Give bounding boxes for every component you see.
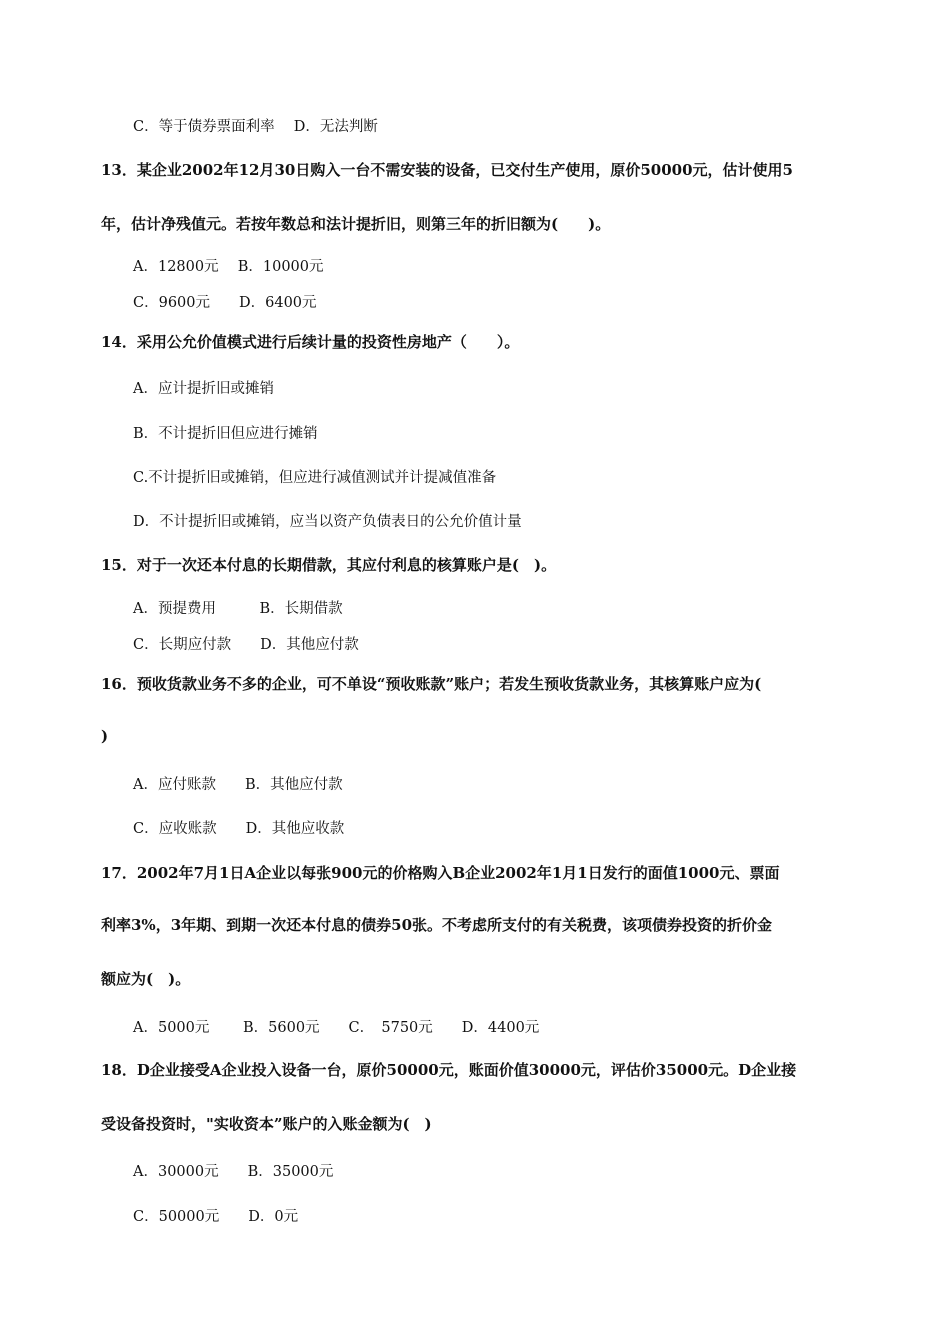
question-14-option-d: D．不计提折旧或摊销，应当以资产负债表日的公允价值计量	[133, 514, 522, 530]
question-13-options-ab: A．12800元 B．10000元	[133, 259, 324, 275]
question-15-options-ab: A．预提费用 B．长期借款	[133, 601, 343, 617]
question-18-text-cont: 受设备投资时，"实收资本”账户的入账金额为( )	[101, 1115, 432, 1133]
question-15-text: 15．对于一次还本付息的长期借款，其应付利息的核算账户是( )。	[101, 556, 557, 574]
question-17-text: 17．2002年7月1日A企业以每张900元的价格购入B企业2002年1月1日发行的面值1000元、票面	[101, 864, 780, 882]
question-16-options-cd: C．应收账款 D．其他应收款	[133, 821, 345, 837]
question-18-options-ab: A．30000元 B．35000元	[133, 1164, 334, 1180]
question-13-text: 13．某企业2002年12月30日购入一台不需安装的设备，已交付生产使用，原价50000元，估计使用5	[101, 161, 793, 179]
question-17-text-cont: 利率3%，3年期、到期一次还本付息的债券50张。不考虑所支付的有关税费，该项债券投资的折价金	[101, 916, 773, 934]
question-17-text-cont2: 额应为( )。	[101, 970, 191, 988]
question-17-options: A．5000元 B．5600元 C． 5750元 D．4400元	[133, 1020, 540, 1036]
question-14-option-a: A．应计提折旧或摊销	[133, 381, 274, 397]
question-16-text: 16．预收货款业务不多的企业，可不单设“预收账款”账户；若发生预收货款业务，其核算账户应为(	[101, 675, 762, 693]
option-line: C．等于债券票面利率 D．无法判断	[133, 119, 378, 135]
question-18-text: 18．D企业接受A企业投入设备一台，原价50000元，账面价值30000元，评估价35000元。D企业接	[101, 1061, 797, 1079]
question-18-options-cd: C．50000元 D．0元	[133, 1209, 299, 1225]
question-14-text: 14．采用公允价值模式进行后续计量的投资性房地产（ ）。	[101, 333, 520, 351]
question-15-options-cd: C．长期应付款 D．其他应付款	[133, 637, 359, 653]
question-14-option-b: B．不计提折旧但应进行摊销	[133, 426, 318, 442]
question-13-options-cd: C．9600元 D．6400元	[133, 295, 317, 311]
question-16-text-cont: )	[101, 727, 109, 745]
question-14-option-c: C.不计提折旧或摊销，但应进行减值测试并计提减值准备	[133, 470, 497, 486]
question-13-text-cont: 年，估计净残值元。若按年数总和法计提折旧，则第三年的折旧额为( )。	[101, 215, 611, 233]
question-16-options-ab: A．应付账款 B．其他应付款	[133, 777, 343, 793]
